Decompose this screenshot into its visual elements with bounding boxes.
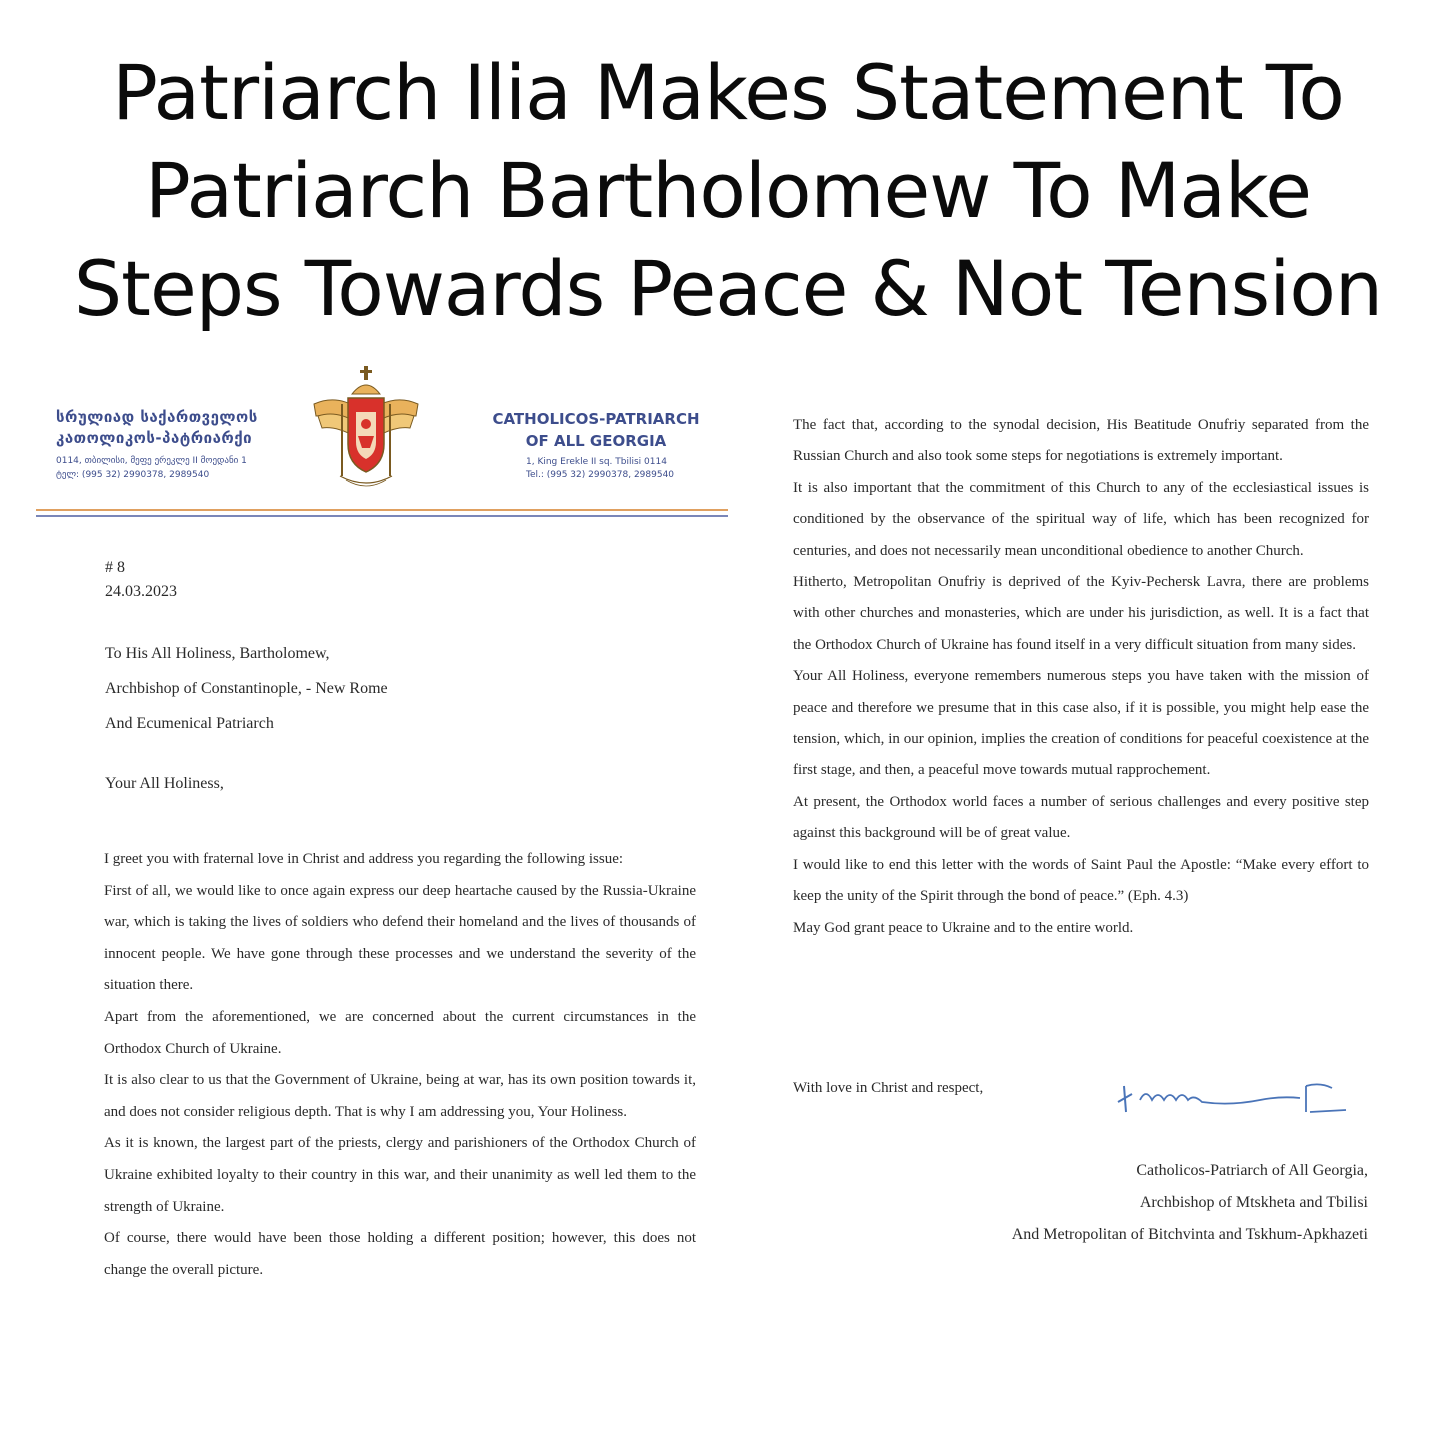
paragraph: At present, the Orthodox world faces a number of serious challenges and every positive step against this background will be of great value. <box>793 793 1369 842</box>
headline <box>0 44 1456 338</box>
paragraph: As it is known, the largest part of the priests, clergy and parishioners of the Orthodox Church of Ukraine exhibited loyalty to their country in this war, and their unanimity as well led them to the strength of Ukraine. <box>104 1135 696 1215</box>
paragraph: It is also clear to us that the Government of Ukraine, being at war, has its own position towards it, and does not consider religious depth. That is why I am addressing you, Your Holiness. <box>104 1072 696 1120</box>
letter-body-right <box>793 410 1369 944</box>
headline-line-1: Patriarch Ilia Makes Statement To <box>112 48 1344 137</box>
paragraph: The fact that, according to the synodal decision, His Beatitude Onufriy separated from the Russian Church and also took some steps for negotiations is extremely important. <box>793 417 1369 465</box>
letterhead-georgian-title <box>56 407 258 449</box>
paragraph: I greet you with fraternal love in Christ and address you regarding the following issue: <box>104 851 624 867</box>
signature-title: And Metropolitan of Bitchvinta and Tskhum-Apkhazeti <box>1011 1226 1368 1243</box>
paragraph: I would like to end this letter with the words of Saint Paul the Apostle: “Make every effort to keep the unity of the Spirit through the bond of peace.” (Eph. 4.3) <box>793 856 1369 905</box>
letter-page-1 <box>36 362 730 1426</box>
closing-line: With love in Christ and respect, <box>793 1080 984 1096</box>
paragraph: Of course, there would have been those holding a different position; however, this does not change the overall picture. <box>104 1230 696 1278</box>
paragraph: May God grant peace to Ukraine and to the entire world. <box>793 919 1134 936</box>
letterhead-georgian-line-1: სრულიად საქართველოს <box>56 408 258 426</box>
paragraph: Your All Holiness, everyone remembers numerous steps you have taken with the mission of peace and therefore we presume that in this case also, if it is possible, you might help ease the tension, which, in our opinion, implies the creation of conditions for peaceful coexistence at the first stage, and then, a peaceful move towards mutual rapprochement. <box>793 668 1369 779</box>
letterhead-english-address-2: Tel.: (995 32) 2990378, 2989540 <box>526 470 675 480</box>
signature-title: Catholicos-Patriarch of All Georgia, <box>1136 1162 1368 1179</box>
paragraph: It is also important that the commitment of this Church to any of the ecclesiastical issues is conditioned by the observance of the spiritual way of life, which has been recognized for centuries, and does not necessarily mean unconditional obedience to another Church. <box>793 479 1369 559</box>
recipient-line: And Ecumenical Patriarch <box>105 715 274 732</box>
signature-title: Archbishop of Mtskheta and Tbilisi <box>1139 1194 1368 1211</box>
letterhead-english-title <box>486 408 706 452</box>
letter-page-2 <box>778 350 1424 1400</box>
letterhead-georgian-address <box>56 454 247 482</box>
letter-body-left <box>104 844 696 1286</box>
recipient-line: Archbishop of Constantinople, - New Rome <box>105 680 388 697</box>
salutation: Your All Holiness, <box>105 775 224 792</box>
signature-block <box>1012 1155 1368 1251</box>
headline-line-2: Patriarch Bartholomew To Make <box>145 146 1311 235</box>
recipient-block <box>105 636 388 741</box>
letterhead-english-line-2: OF ALL GEORGIA <box>525 432 667 450</box>
paragraph: Apart from the aforementioned, we are concerned about the current circumstances in the Orthodox Church of Ukraine. <box>104 1008 696 1057</box>
letterhead-english-line-1: CATHOLICOS-PATRIARCH <box>492 410 700 428</box>
paragraph: Hitherto, Metropolitan Onufriy is deprived of the Kyiv-Pechersk Lavra, there are problems with other churches and monasteries, which are under his jurisdiction, as well. It is a fact that the Orthodox Church of Ukraine has found itself in a very difficult situation from many sides. <box>793 574 1369 653</box>
recipient-line: To His All Holiness, Bartholomew, <box>105 645 330 662</box>
headline-line-3: Steps Towards Peace & Not Tension <box>73 244 1383 333</box>
signature-icon <box>1110 1072 1350 1122</box>
letterhead-georgian-line-2: კათოლიკოს-პატრიარქი <box>56 429 253 447</box>
letterhead-divider-orange <box>36 509 728 511</box>
letterhead-georgian-address-2: ტელ: (995 32) 2990378, 2989540 <box>56 470 210 480</box>
letterhead-georgian-address-1: 0114, თბილისი, მეფე ერეკლე II მოედანი 1 <box>56 456 247 466</box>
letterhead-english-address-1: 1, King Erekle II sq. Tbilisi 0114 <box>526 457 667 467</box>
paragraph: First of all, we would like to once again express our deep heartache caused by the Russia-Ukraine war, which is taking the lives of soldiers who defend their homeland and the lives of thousands of innocent people. We have gone through these processes and we understand the severity of the situation there. <box>104 882 696 994</box>
letter-date: 24.03.2023 <box>105 583 177 600</box>
crest-icon <box>306 364 426 494</box>
letter-number: # 8 <box>105 559 125 576</box>
letter-reference <box>105 556 177 604</box>
letterhead-divider-blue <box>36 515 728 517</box>
letterhead-english-address <box>526 456 674 482</box>
